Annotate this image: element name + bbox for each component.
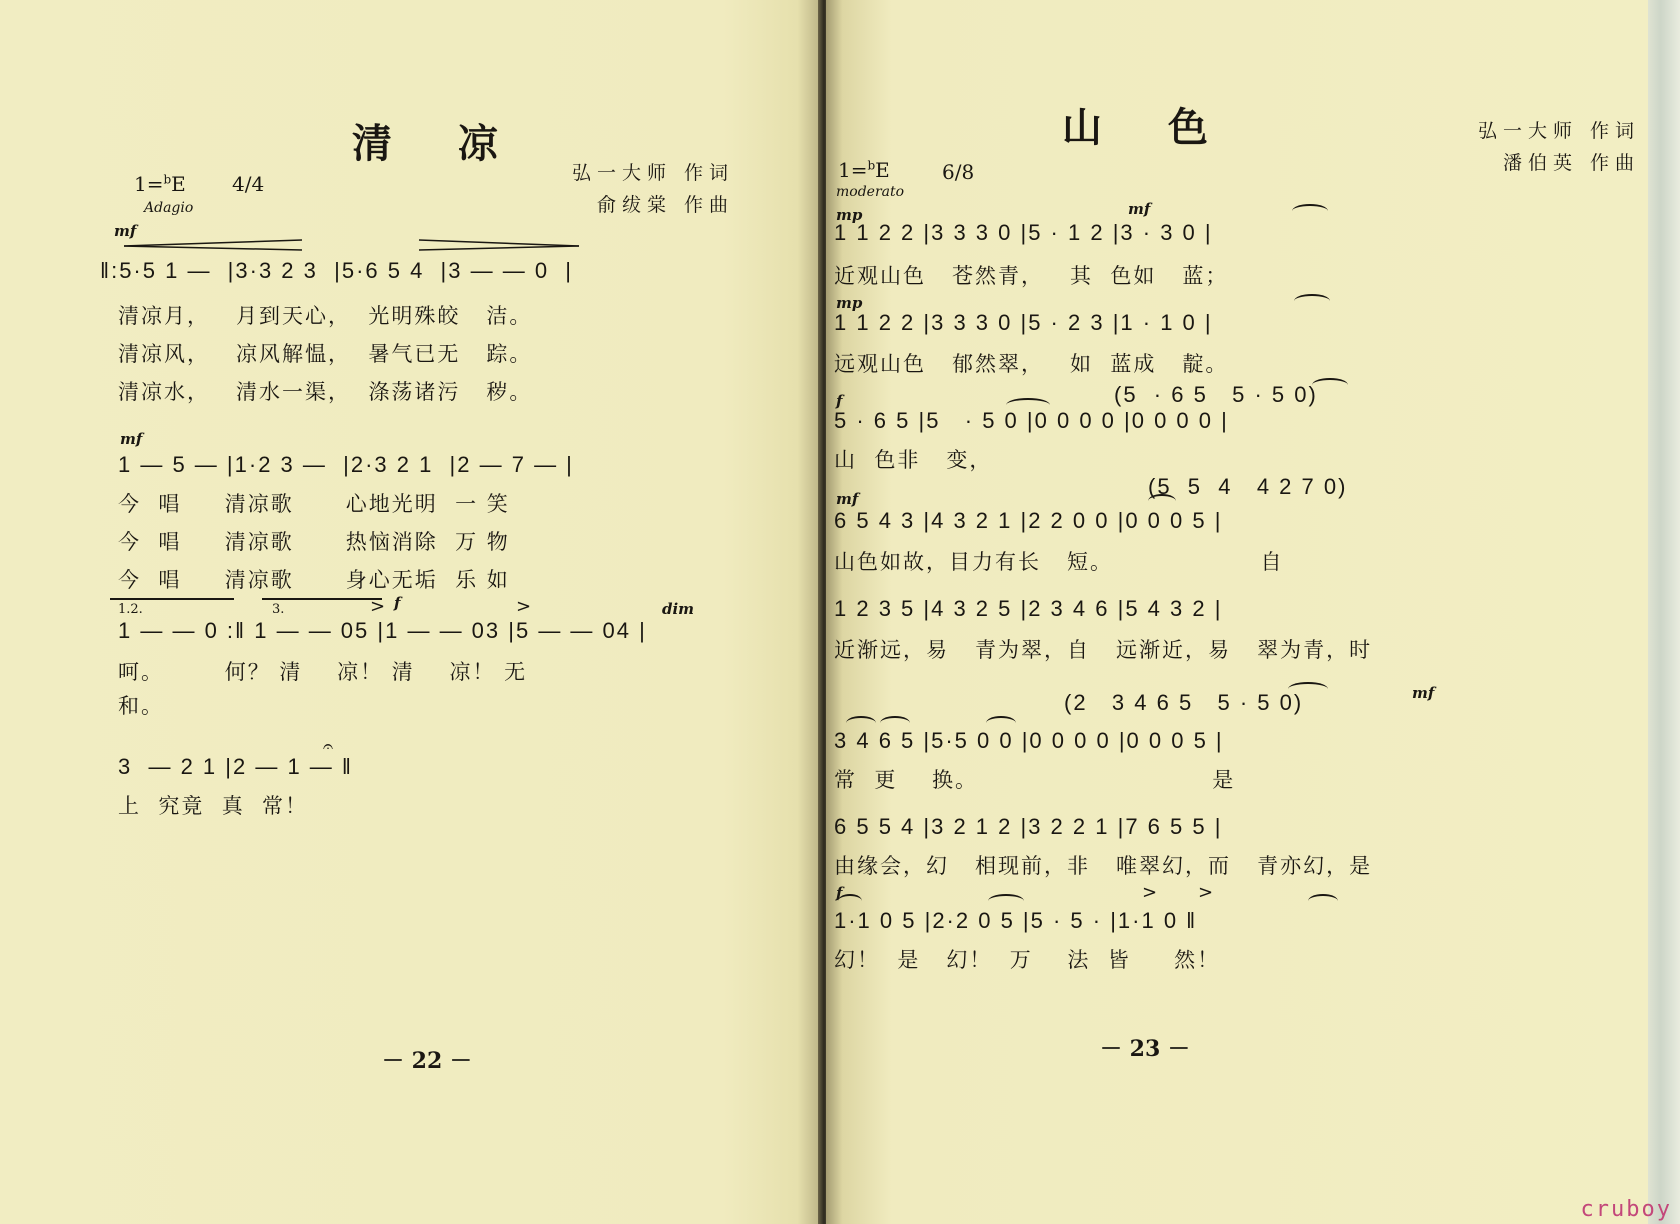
dynamic-mp: mp (836, 294, 863, 312)
page-edge (1648, 0, 1680, 1224)
lyric-line: 近渐远，易 青为翠，自 远渐近，易 翠为青，时 (834, 638, 1373, 662)
tempo-marking: moderato (836, 184, 905, 200)
key-signature: 1=$^b$E (134, 172, 186, 196)
lyric-line: 今 唱 清凉歌 心地光明 一 笑 (118, 492, 510, 516)
accent-mark: > (370, 596, 386, 617)
time-signature: 6/8 (942, 160, 975, 184)
dynamic-mp: mp (836, 206, 863, 224)
dynamic-f: f (394, 594, 401, 612)
lyric-line: 清凉月， 月到天心， 光明殊皎 洁。 (118, 304, 533, 328)
notation-row-7: 6 5 5 4 |3 2 1 2 |3 2 2 1 |7 6 5 5 | (834, 814, 1223, 839)
volta-label: 3. (272, 602, 285, 617)
notation-row-8: 1·1 0 5 |2·2 0 5 |5 · 5 · |1·1 0 ‖ (834, 908, 1198, 933)
lyric-line: 近观山色 苍然青， 其 色如 蓝； (834, 264, 1229, 288)
composer-credit: 俞绂棠 作曲 (596, 194, 734, 216)
lyric-line: 今 唱 清凉歌 身心无垢 乐 如 (118, 568, 510, 592)
tie-arc (1148, 494, 1176, 508)
lyric-line: 清凉水， 清水一渠， 涤荡诸污 秽。 (118, 380, 533, 404)
watermark-text: cruboy (1580, 1197, 1672, 1222)
dynamic-mf: mf (120, 430, 143, 448)
dynamic-dim: dim (662, 600, 695, 618)
notation-row-1: 1 1 2 2 |3 3 3 0 |5 · 1 2 |3 · 3 0 | (834, 220, 1213, 245)
accent-mark: > (1198, 882, 1214, 903)
lyric-line: 和。 (118, 694, 164, 718)
lyric-line: 呵。 何？ 清 凉！ 清 凉！ 无 (118, 660, 528, 684)
volta-bracket-3 (262, 598, 382, 600)
right-page (826, 0, 1648, 1224)
notation-row-4: 6 5 4 3 |4 3 2 1 |2 2 0 0 |0 0 0 5 | (834, 508, 1223, 533)
left-page (0, 0, 822, 1224)
volta-label: 1.2. (118, 602, 143, 617)
key-signature: 1=$^b$E (838, 158, 890, 182)
composer-credit: 潘伯英 作曲 (1502, 152, 1640, 174)
notation-row-5: 1 2 3 5 |4 3 2 5 |2 3 4 6 |5 4 3 2 | (834, 596, 1223, 621)
accompaniment-line: (5 · 6 5 5 · 5 0) (1114, 382, 1318, 407)
tie-arc (1288, 682, 1328, 696)
notation-row-3: 5 · 6 5 |5 · 5 0 |0 0 0 0 |0 0 0 0 | (834, 408, 1229, 433)
lyric-line: 上 究竟 真 常！ (118, 794, 309, 818)
tie-arc (1292, 204, 1328, 218)
notation-row-4: 3 — 2 1 |2 — 1 — ‖ (118, 754, 353, 779)
page-number: － 23 － (1100, 1036, 1190, 1062)
volta-bracket-1 (110, 598, 234, 600)
song-title: 清 凉 (352, 120, 524, 167)
lyricist-credit: 弘一大师 作词 (1477, 120, 1640, 142)
lyric-line: 今 唱 清凉歌 热恼消除 万 物 (118, 530, 510, 554)
dynamic-mf: mf (1412, 684, 1435, 702)
notation-row-2: 1 — 5 — |1·2 3 — |2·3 2 1 |2 — 7 — | (118, 452, 574, 477)
lyric-line: 幻！ 是 幻！ 万 法 皆 然！ (834, 948, 1221, 972)
lyric-line: 由缘会，幻 相现前，非 唯翠幻，而 青亦幻，是 (834, 854, 1373, 878)
notation-row-3: 1 — — 0 :‖ 1 — — 05 |1 — — 03 |5 — — 04 | (118, 618, 647, 643)
notation-row-2: 1 1 2 2 |3 3 3 0 |5 · 2 3 |1 · 1 0 | (834, 310, 1213, 335)
dynamic-f: f (836, 392, 843, 410)
lyric-line: 山色如故，目力有长 短。 自 (834, 550, 1284, 574)
tempo-marking: Adagio (144, 200, 194, 216)
notation-row-1: ‖:5·5 1 — |3·3 2 3 |5·6 5 4 |3 — — 0 | (100, 258, 574, 283)
page-number: － 22 － (382, 1048, 472, 1074)
accompaniment-line: (5 5 4 4 2 7 0) (1148, 474, 1348, 499)
lyric-line: 清凉风， 凉风解愠， 暑气已无 踪。 (118, 342, 533, 366)
notation-row-6: 3 4 6 5 |5·5 0 0 |0 0 0 0 |0 0 0 5 | (834, 728, 1224, 753)
tie-arc (1312, 378, 1348, 392)
tie-arc (1294, 294, 1330, 308)
fermata-icon: 𝄐 (323, 736, 334, 757)
accent-mark: > (1142, 882, 1158, 903)
song-title: 山 色 (1062, 104, 1234, 151)
dynamic-mf: mf (1128, 200, 1151, 218)
slur-arc (838, 894, 862, 908)
dynamic-mf: mf (114, 222, 137, 240)
lyric-line: 山 色非 变， (834, 448, 993, 472)
accent-mark: > (516, 596, 532, 617)
lyricist-credit: 弘一大师 作词 (571, 162, 734, 184)
slur-arc (988, 894, 1024, 908)
dynamic-f: f (836, 884, 843, 902)
crescendo-hairpins (124, 238, 584, 254)
dynamic-mf: mf (836, 490, 859, 508)
accompaniment-line: (2 3 4 6 5 5 · 5 0) (1064, 690, 1304, 715)
lyric-line: 远观山色 郁然翠， 如 蓝成 靛。 (834, 352, 1229, 376)
time-signature: 4/4 (232, 172, 265, 196)
lyric-line: 常 更 换。 是 (834, 768, 1236, 792)
slur-arc (1308, 894, 1338, 908)
